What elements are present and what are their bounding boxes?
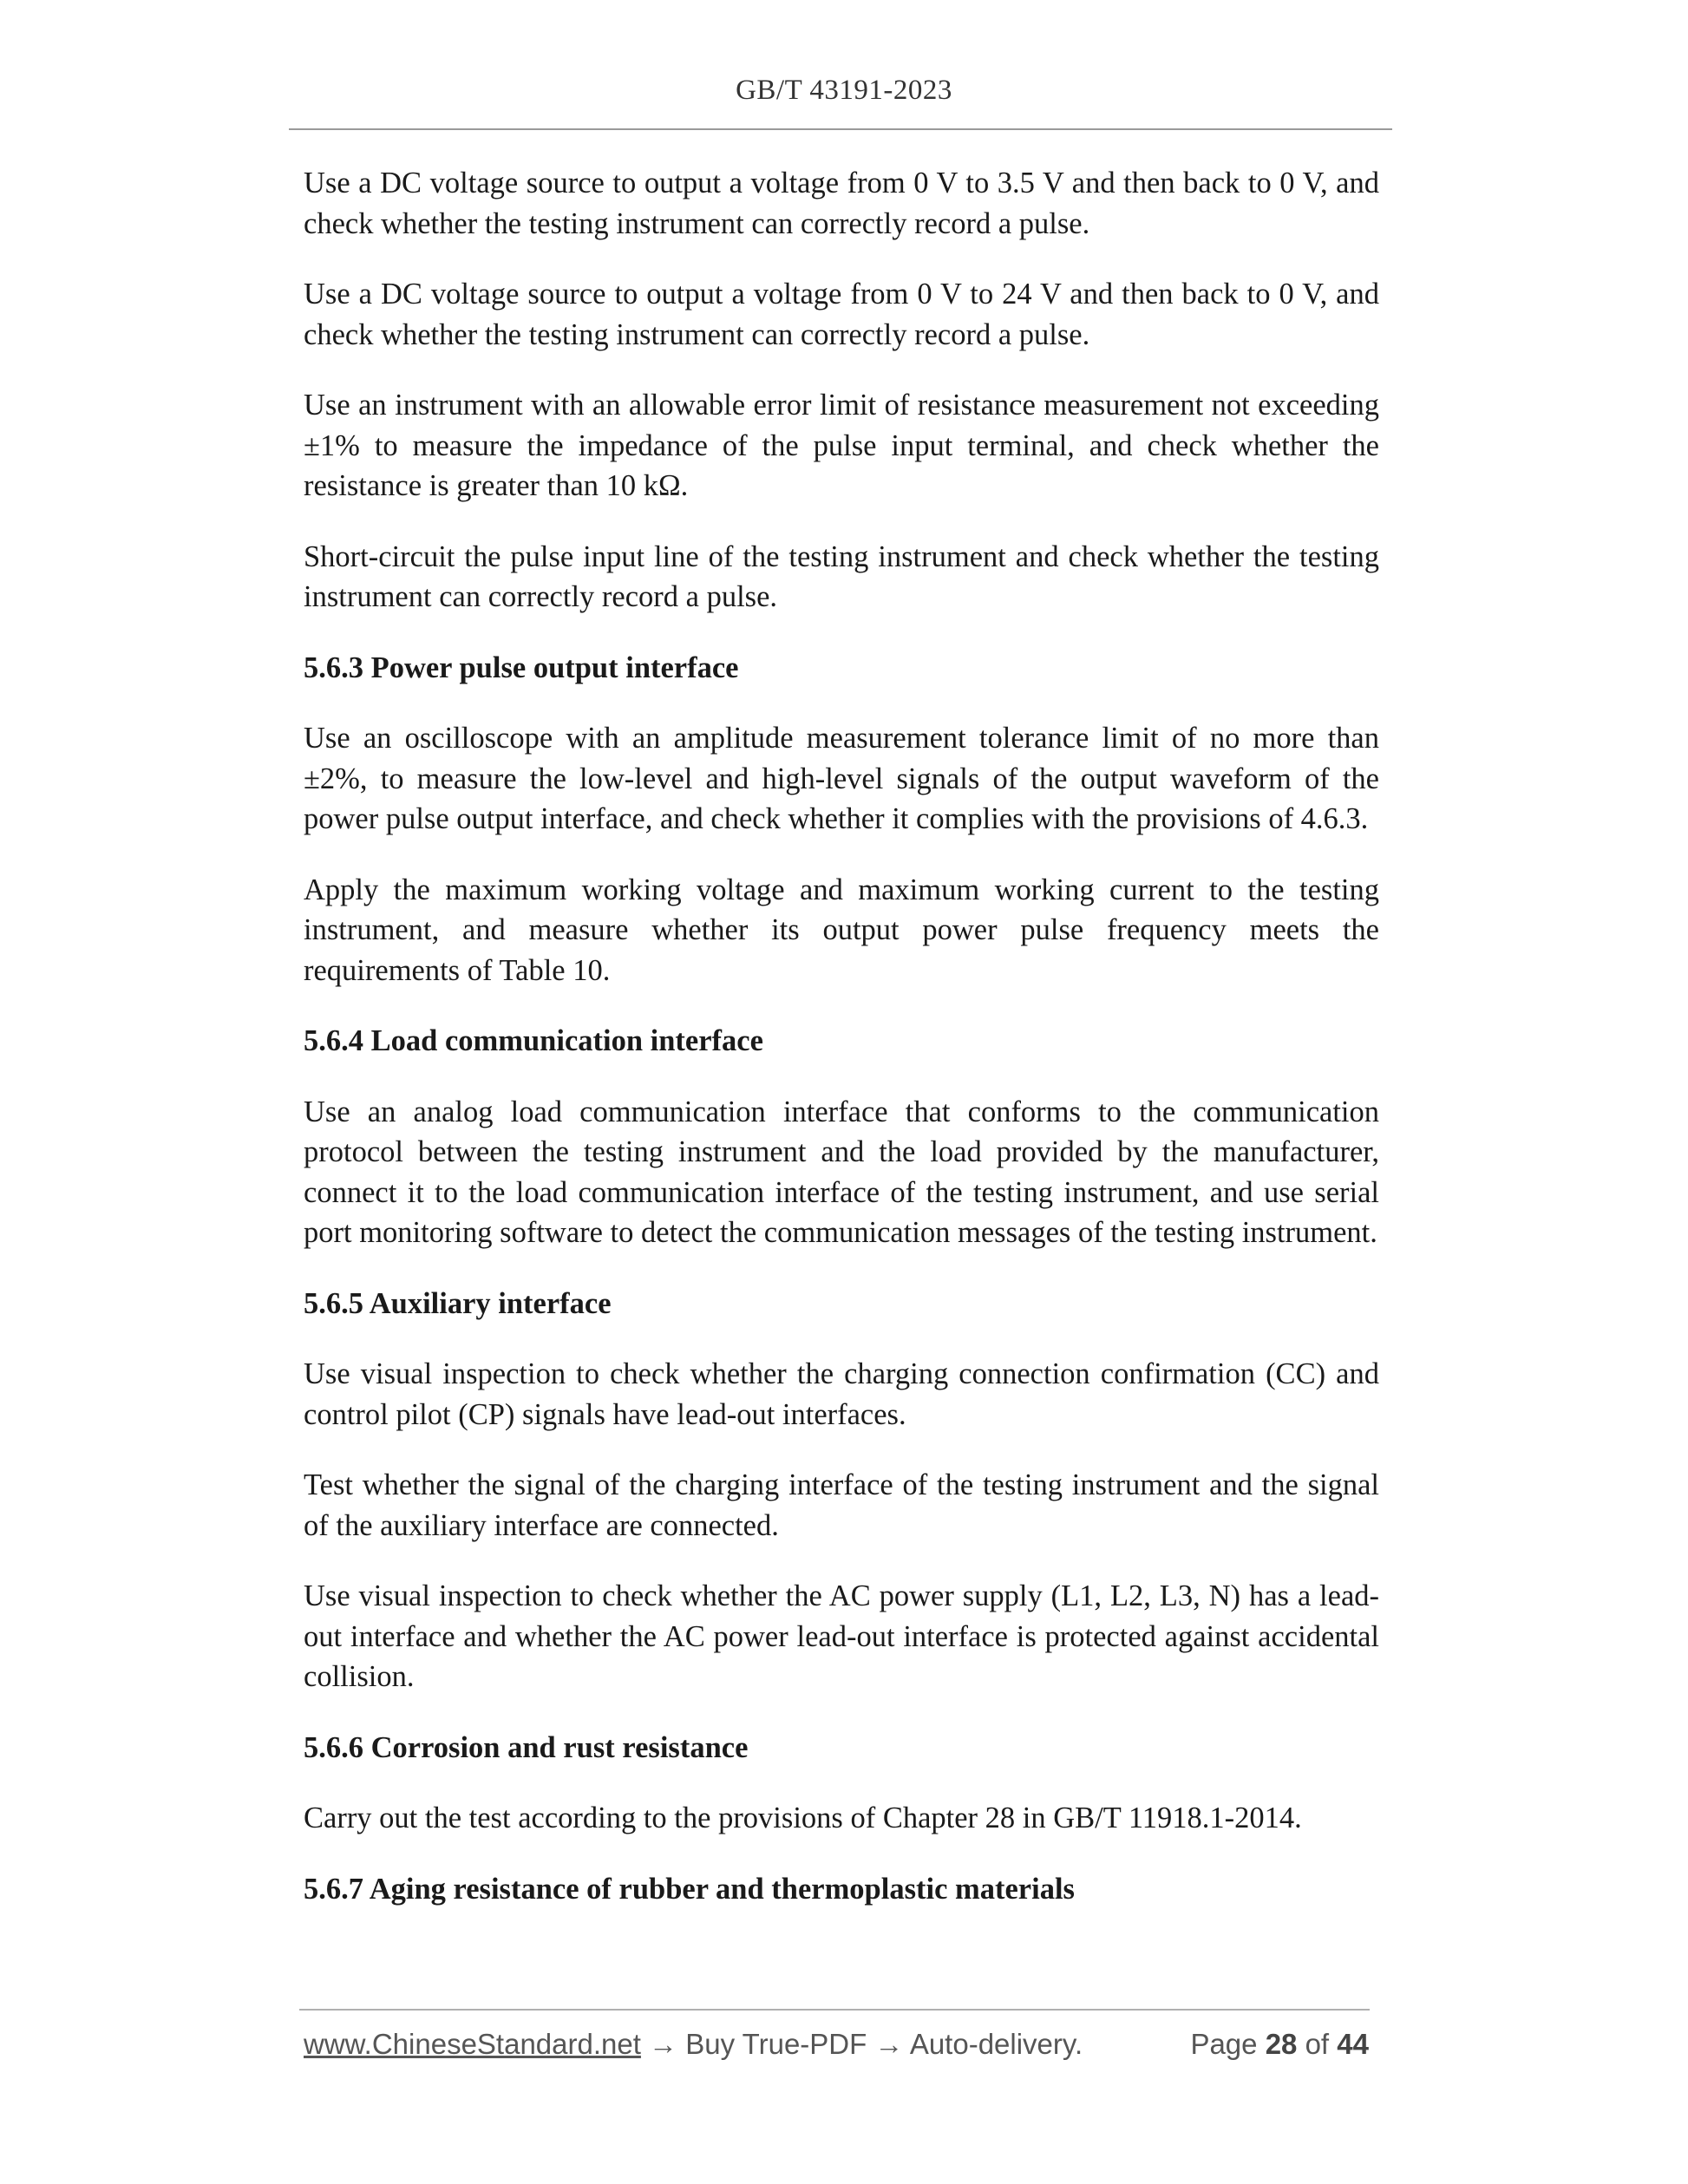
of-label: of <box>1305 2028 1330 2060</box>
section-heading-5-6-4: 5.6.4 Load communication interface <box>304 1024 763 1057</box>
footer-promo-text: → Buy True-PDF → Auto-delivery. <box>640 2028 1083 2060</box>
current-page-number: 28 <box>1265 2028 1298 2060</box>
paragraph: Use visual inspection to check whether the charging connection confirmation (CC) and control pilot (CP) signals have lead-out interfaces. <box>304 1357 1379 1431</box>
paragraph: Use a DC voltage source to output a voltage from 0 V to 3.5 V and then back to 0 V, and check whether the testing instrument can correctly record a pulse. <box>304 167 1379 240</box>
paragraph: Apply the maximum working voltage and maximum working current to the testing instrument, and measure whether its output power pulse frequency meets the requirements of Table 10. <box>304 873 1379 987</box>
page-indicator <box>1190 2028 1369 2061</box>
footer-promo <box>304 2028 1083 2061</box>
website-link[interactable]: www.ChineseStandard.net <box>304 2028 641 2060</box>
paragraph: Use an analog load communication interface that conforms to the communication protocol between the testing instrument and the load provided by the manufacturer, connect it to the load communication interface of the testing instrument, and use serial port monitoring software to detect the communication messages of the testing instrument. <box>304 1095 1379 1249</box>
footer-divider <box>299 2009 1370 2011</box>
section-heading-5-6-7: 5.6.7 Aging resistance of rubber and thermoplastic materials <box>304 1872 1075 1906</box>
page-header-standard-id: GB/T 43191-2023 <box>736 75 952 106</box>
paragraph: Carry out the test according to the provisions of Chapter 28 in GB/T 11918.1-2014. <box>304 1801 1302 1834</box>
section-heading-5-6-5: 5.6.5 Auxiliary interface <box>304 1286 612 1320</box>
paragraph: Use a DC voltage source to output a voltage from 0 V to 24 V and then back to 0 V, and check whether the testing instrument can correctly record a pulse. <box>304 278 1379 351</box>
section-heading-5-6-3: 5.6.3 Power pulse output interface <box>304 651 739 684</box>
paragraph: Short-circuit the pulse input line of the testing instrument and check whether the testing instrument can correctly record a pulse. <box>304 539 1379 613</box>
page-label: Page <box>1190 2028 1258 2060</box>
total-pages-number: 44 <box>1337 2028 1369 2060</box>
header-divider <box>289 128 1392 130</box>
section-heading-5-6-6: 5.6.6 Corrosion and rust resistance <box>304 1730 749 1764</box>
paragraph: Use an oscilloscope with an amplitude measurement tolerance limit of no more than ±2%, to measure the low-level and high-level signals of the output waveform of the power pulse output interface, and check whether it complies with the provisions of 4.6.3. <box>304 722 1379 835</box>
paragraph: Use an instrument with an allowable error limit of resistance measurement not exceeding ±1% to measure the impedance of the pulse input terminal, and check whether the resistance is greater than 10 kΩ. <box>304 389 1379 502</box>
document-body <box>304 163 1379 1939</box>
paragraph: Test whether the signal of the charging interface of the testing instrument and the signal of the auxiliary interface are connected. <box>304 1468 1379 1542</box>
paragraph: Use visual inspection to check whether the AC power supply (L1, L2, L3, N) has a lead-out interface and whether the AC power lead-out interface is protected against accidental collision. <box>304 1579 1379 1693</box>
